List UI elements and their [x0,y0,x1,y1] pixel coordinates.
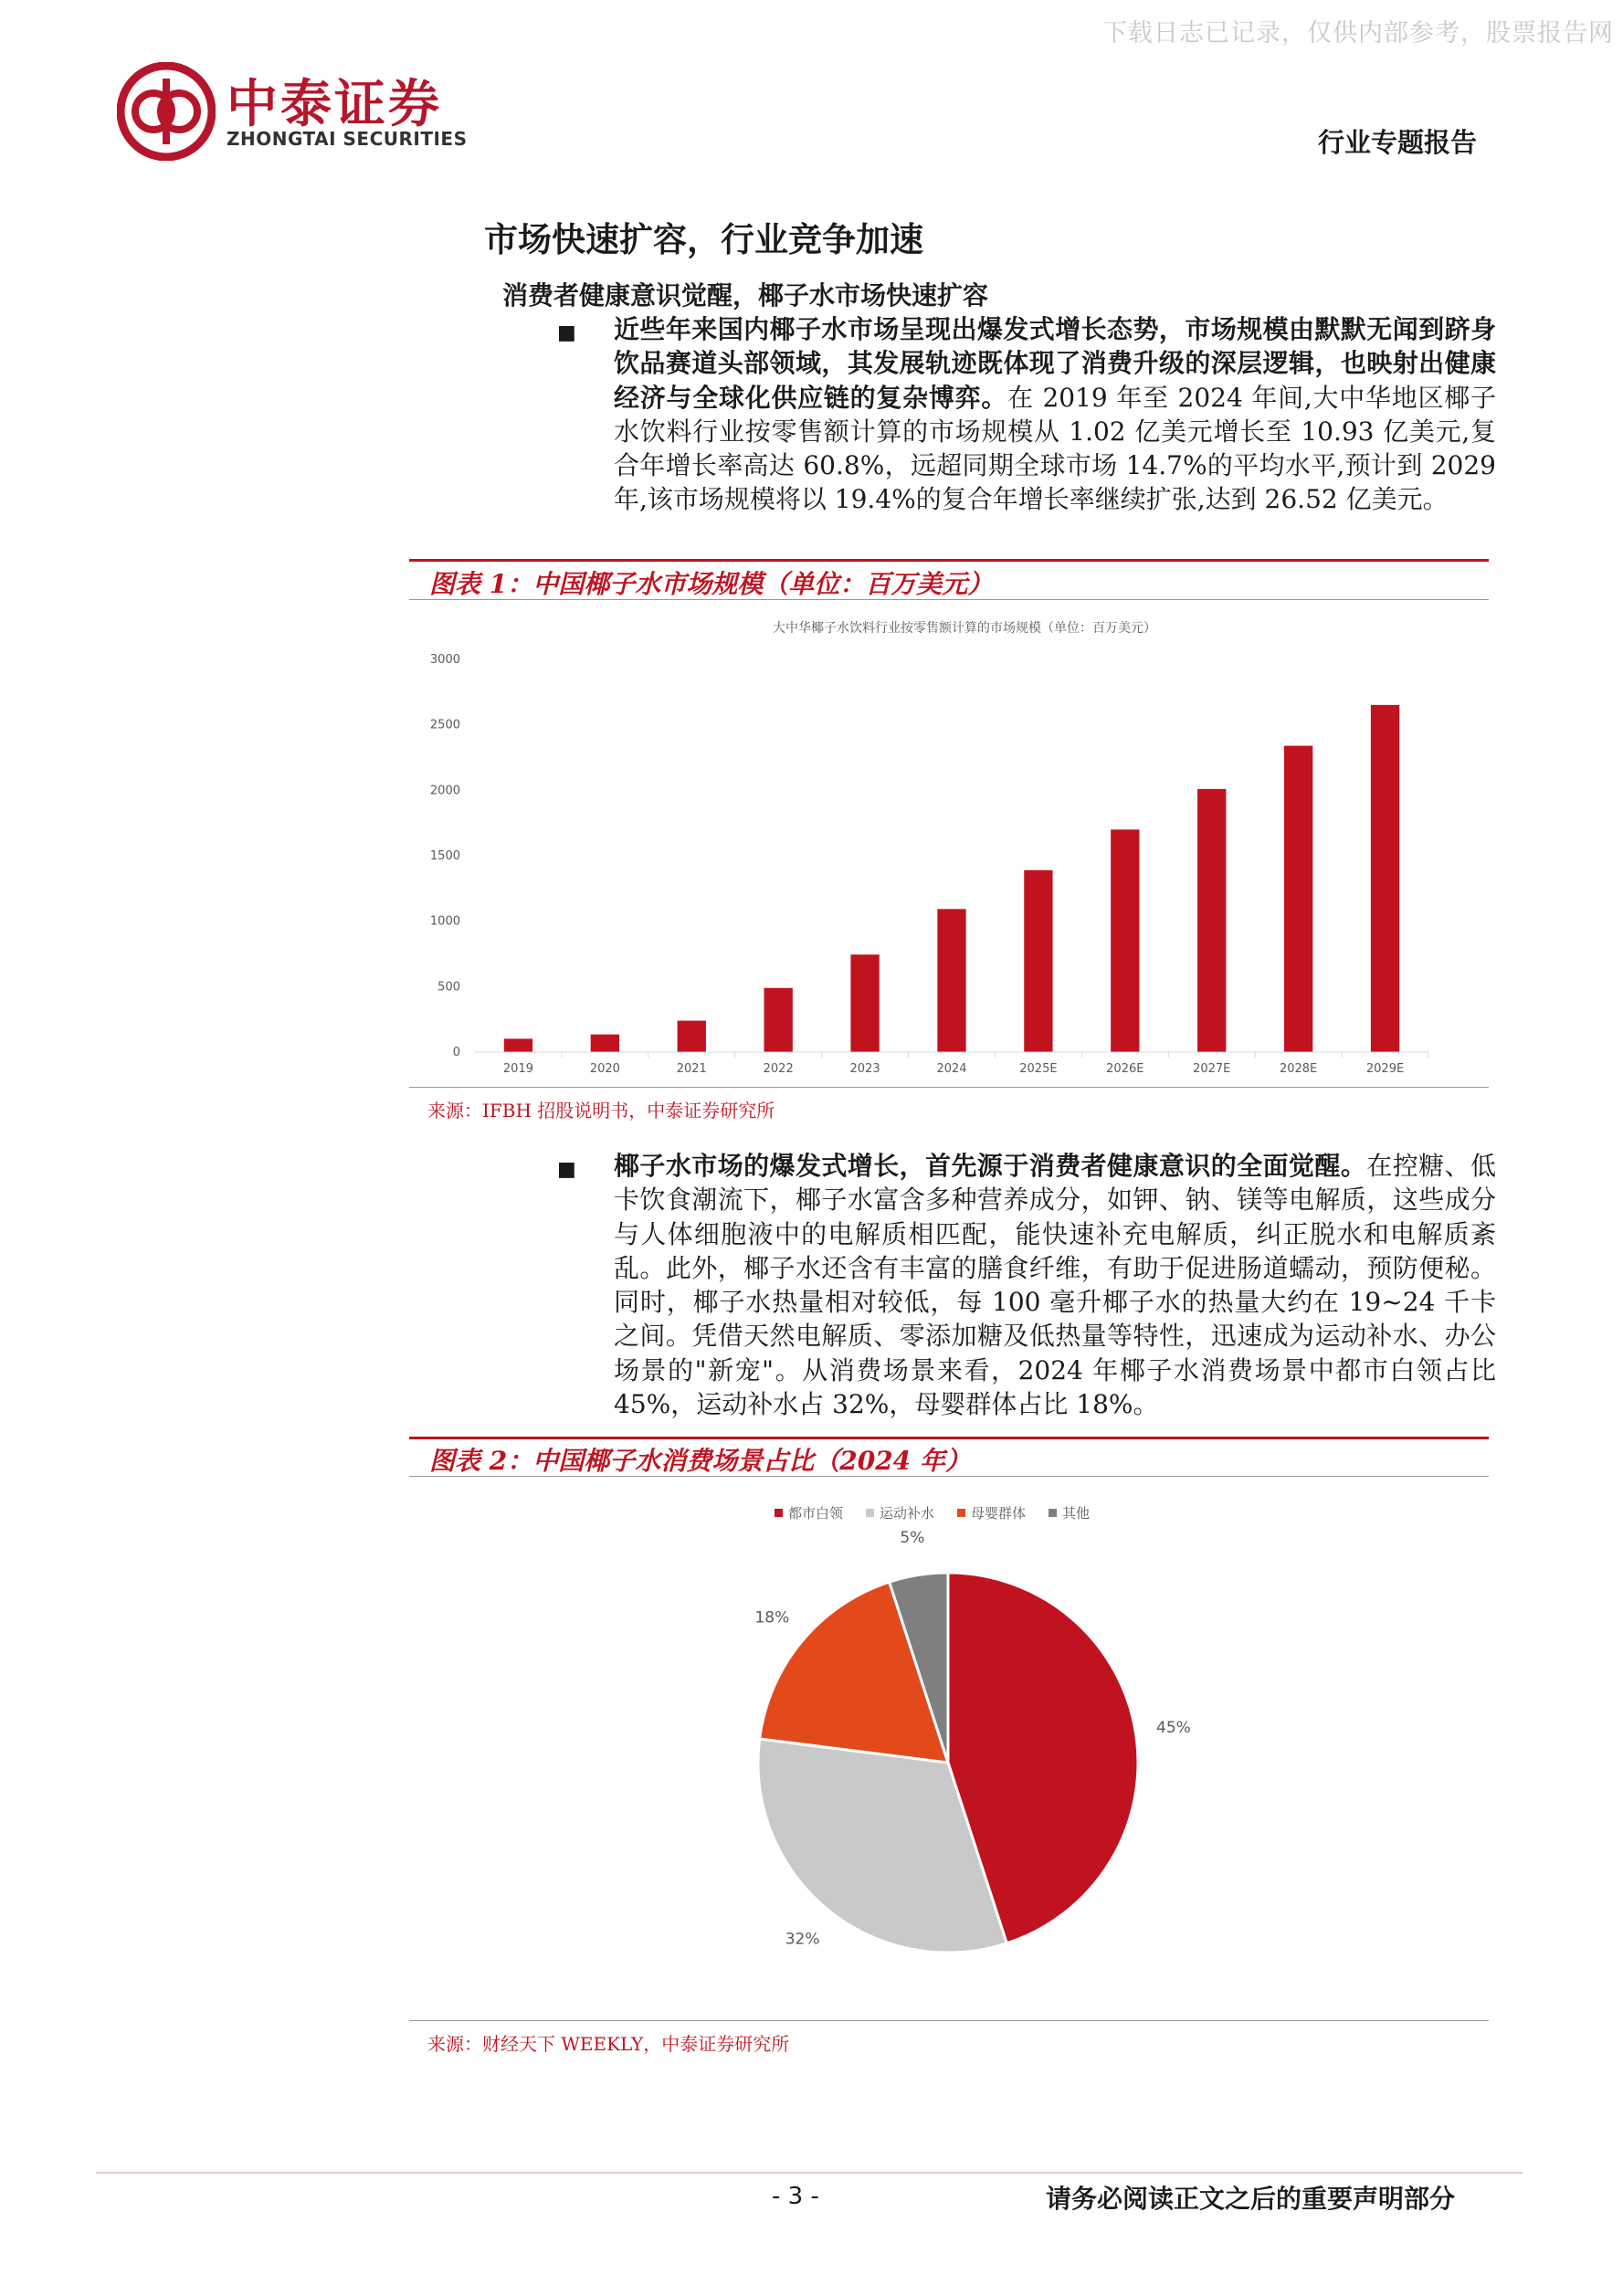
paragraph-2-bold: 椰子水市场的爆发式增长，首先源于消费者健康意识的全面觉醒。 [614,1151,1367,1181]
subsection-title: 消费者健康意识觉醒，椰子水市场快速扩容 [502,280,989,311]
x-tick-label: 2019 [502,1062,534,1076]
brand-logo-icon [117,62,216,161]
legend-swatch [957,1509,965,1517]
bullet-square-icon: ■ [557,1158,576,1181]
legend-label: 其他 [1062,1505,1091,1522]
legend-label: 运动补水 [880,1505,935,1522]
paragraph-2 [614,1149,1496,1421]
y-tick-label: 1500 [429,849,460,863]
x-tick-label: 2028E [1279,1062,1318,1076]
bar [1197,789,1226,1052]
bar [764,988,793,1052]
figure-2-source: 来源：财经天下 WEEKLY，中泰证券研究所 [427,2033,790,2055]
figure-2-title-rule [409,1476,1489,1477]
y-tick-label: 0 [452,1046,460,1059]
pie-value-label: 45% [1156,1718,1191,1737]
legend-swatch [866,1509,874,1517]
x-tick-label: 2020 [589,1062,620,1076]
figure-1-bottom-rule [409,1087,1489,1088]
bar [504,1038,532,1052]
paragraph-1 [614,312,1496,517]
footer-rule [96,2172,1523,2174]
x-tick-label: 2026E [1106,1062,1144,1076]
x-tick-label: 2023 [849,1062,880,1076]
figure-2-top-rule [409,1437,1489,1439]
pie-value-label: 18% [754,1608,790,1627]
y-tick-label: 2000 [429,784,460,798]
brand-name-cn: 中泰证券 [227,75,442,134]
watermark: 下载日志已记录，仅供内部参考，股票报告网 [1102,19,1614,47]
legend-label: 都市白领 [788,1505,844,1522]
bar [1371,705,1399,1052]
pie-value-label: 32% [785,1930,820,1949]
bar [850,954,879,1052]
y-tick-label: 1000 [429,914,460,929]
y-tick-label: 2500 [429,718,460,732]
bar-chart [409,603,1489,1087]
legend-label: 母婴群体 [971,1505,1027,1522]
figure-2-title: 图表 2：中国椰子水消费场景占比（2024 年） [429,1446,971,1476]
paragraph-1-bold: 近些年来国内椰子水市场呈现出爆发式增长态势，市场规模由默默无闻到跻身饮品赛道头部领域，其发展轨迹既体现了消费升级的深层逻辑，也映射出健康经济与全球化供应链的复杂博弈。 [614,314,1496,413]
paragraph-1-text: 在 2019 年至 2024 年间,大中华地区椰子水饮料行业按零售额计算的市场规模从 1.02 亿美元增长至 10.93 亿美元,复合年增长率高达 60.8%，远超同期全球市场 14.7%的平均水平,预计到 2029 年,该市场规模将以 19.4%的复合年增长率继续扩张,达到 26.52 亿美元。 [614,382,1496,515]
figure-1-top-rule [409,559,1489,562]
bar [591,1035,619,1052]
figure-1-title-rule [409,599,1489,600]
report-type: 行业专题报告 [1317,127,1477,158]
x-tick-label: 2025E [1019,1062,1058,1076]
bar [678,1021,706,1052]
y-tick-label: 3000 [429,653,460,667]
figure-2-bottom-rule [409,2020,1489,2021]
x-tick-label: 2024 [936,1062,967,1076]
bullet-square-icon: ■ [557,321,576,344]
bar [937,909,965,1052]
legend-swatch [775,1509,783,1517]
pie-value-label: 5% [900,1529,925,1548]
section-title: 市场快速扩容，行业竞争加速 [484,219,923,259]
pie-chart [409,1480,1489,2018]
page-number: - 3 - [772,2183,819,2210]
x-tick-label: 2022 [763,1062,794,1076]
x-tick-label: 2027E [1193,1062,1231,1076]
bar-chart-title: 大中华椰子水饮料行业按零售额计算的市场规模（单位：百万美元） [773,621,1156,636]
legend-swatch [1049,1509,1057,1517]
x-tick-label: 2021 [676,1062,707,1076]
paragraph-2-text: 在控糖、低卡饮食潮流下，椰子水富含多种营养成分，如钾、钠、镁等电解质，这些成分与人体细胞液中的电解质相匹配，能快速补充电解质，纠正脱水和电解质紊乱。此外，椰子水还含有丰富的膳食纤维，有助于促进肠道蠕动，预防便秘。同时，椰子水热量相对较低，每 100 毫升椰子水的热量大约在 19~24 千卡之间。凭借天然电解质、零添加糖及低热量等特性，迅速成为运动补水、办公场景的"新宠"。从消费场景来看，2024 年椰子水消费场景中都市白领占比 45%，运动补水占 32%，母婴群体占比 18%。 [614,1151,1496,1420]
figure-1-source: 来源：IFBH 招股说明书，中泰证券研究所 [427,1100,775,1122]
y-tick-label: 500 [437,980,460,995]
bar [1024,870,1052,1052]
bar [1111,829,1139,1052]
figure-1-title: 图表 1：中国椰子水市场规模（单位：百万美元） [429,569,994,599]
x-tick-label: 2029E [1365,1062,1405,1076]
footer-disclaimer: 请务必阅读正文之后的重要声明部分 [1046,2184,1456,2214]
brand-name-en: ZHONGTAI SECURITIES [227,128,468,150]
bar [1284,746,1312,1052]
